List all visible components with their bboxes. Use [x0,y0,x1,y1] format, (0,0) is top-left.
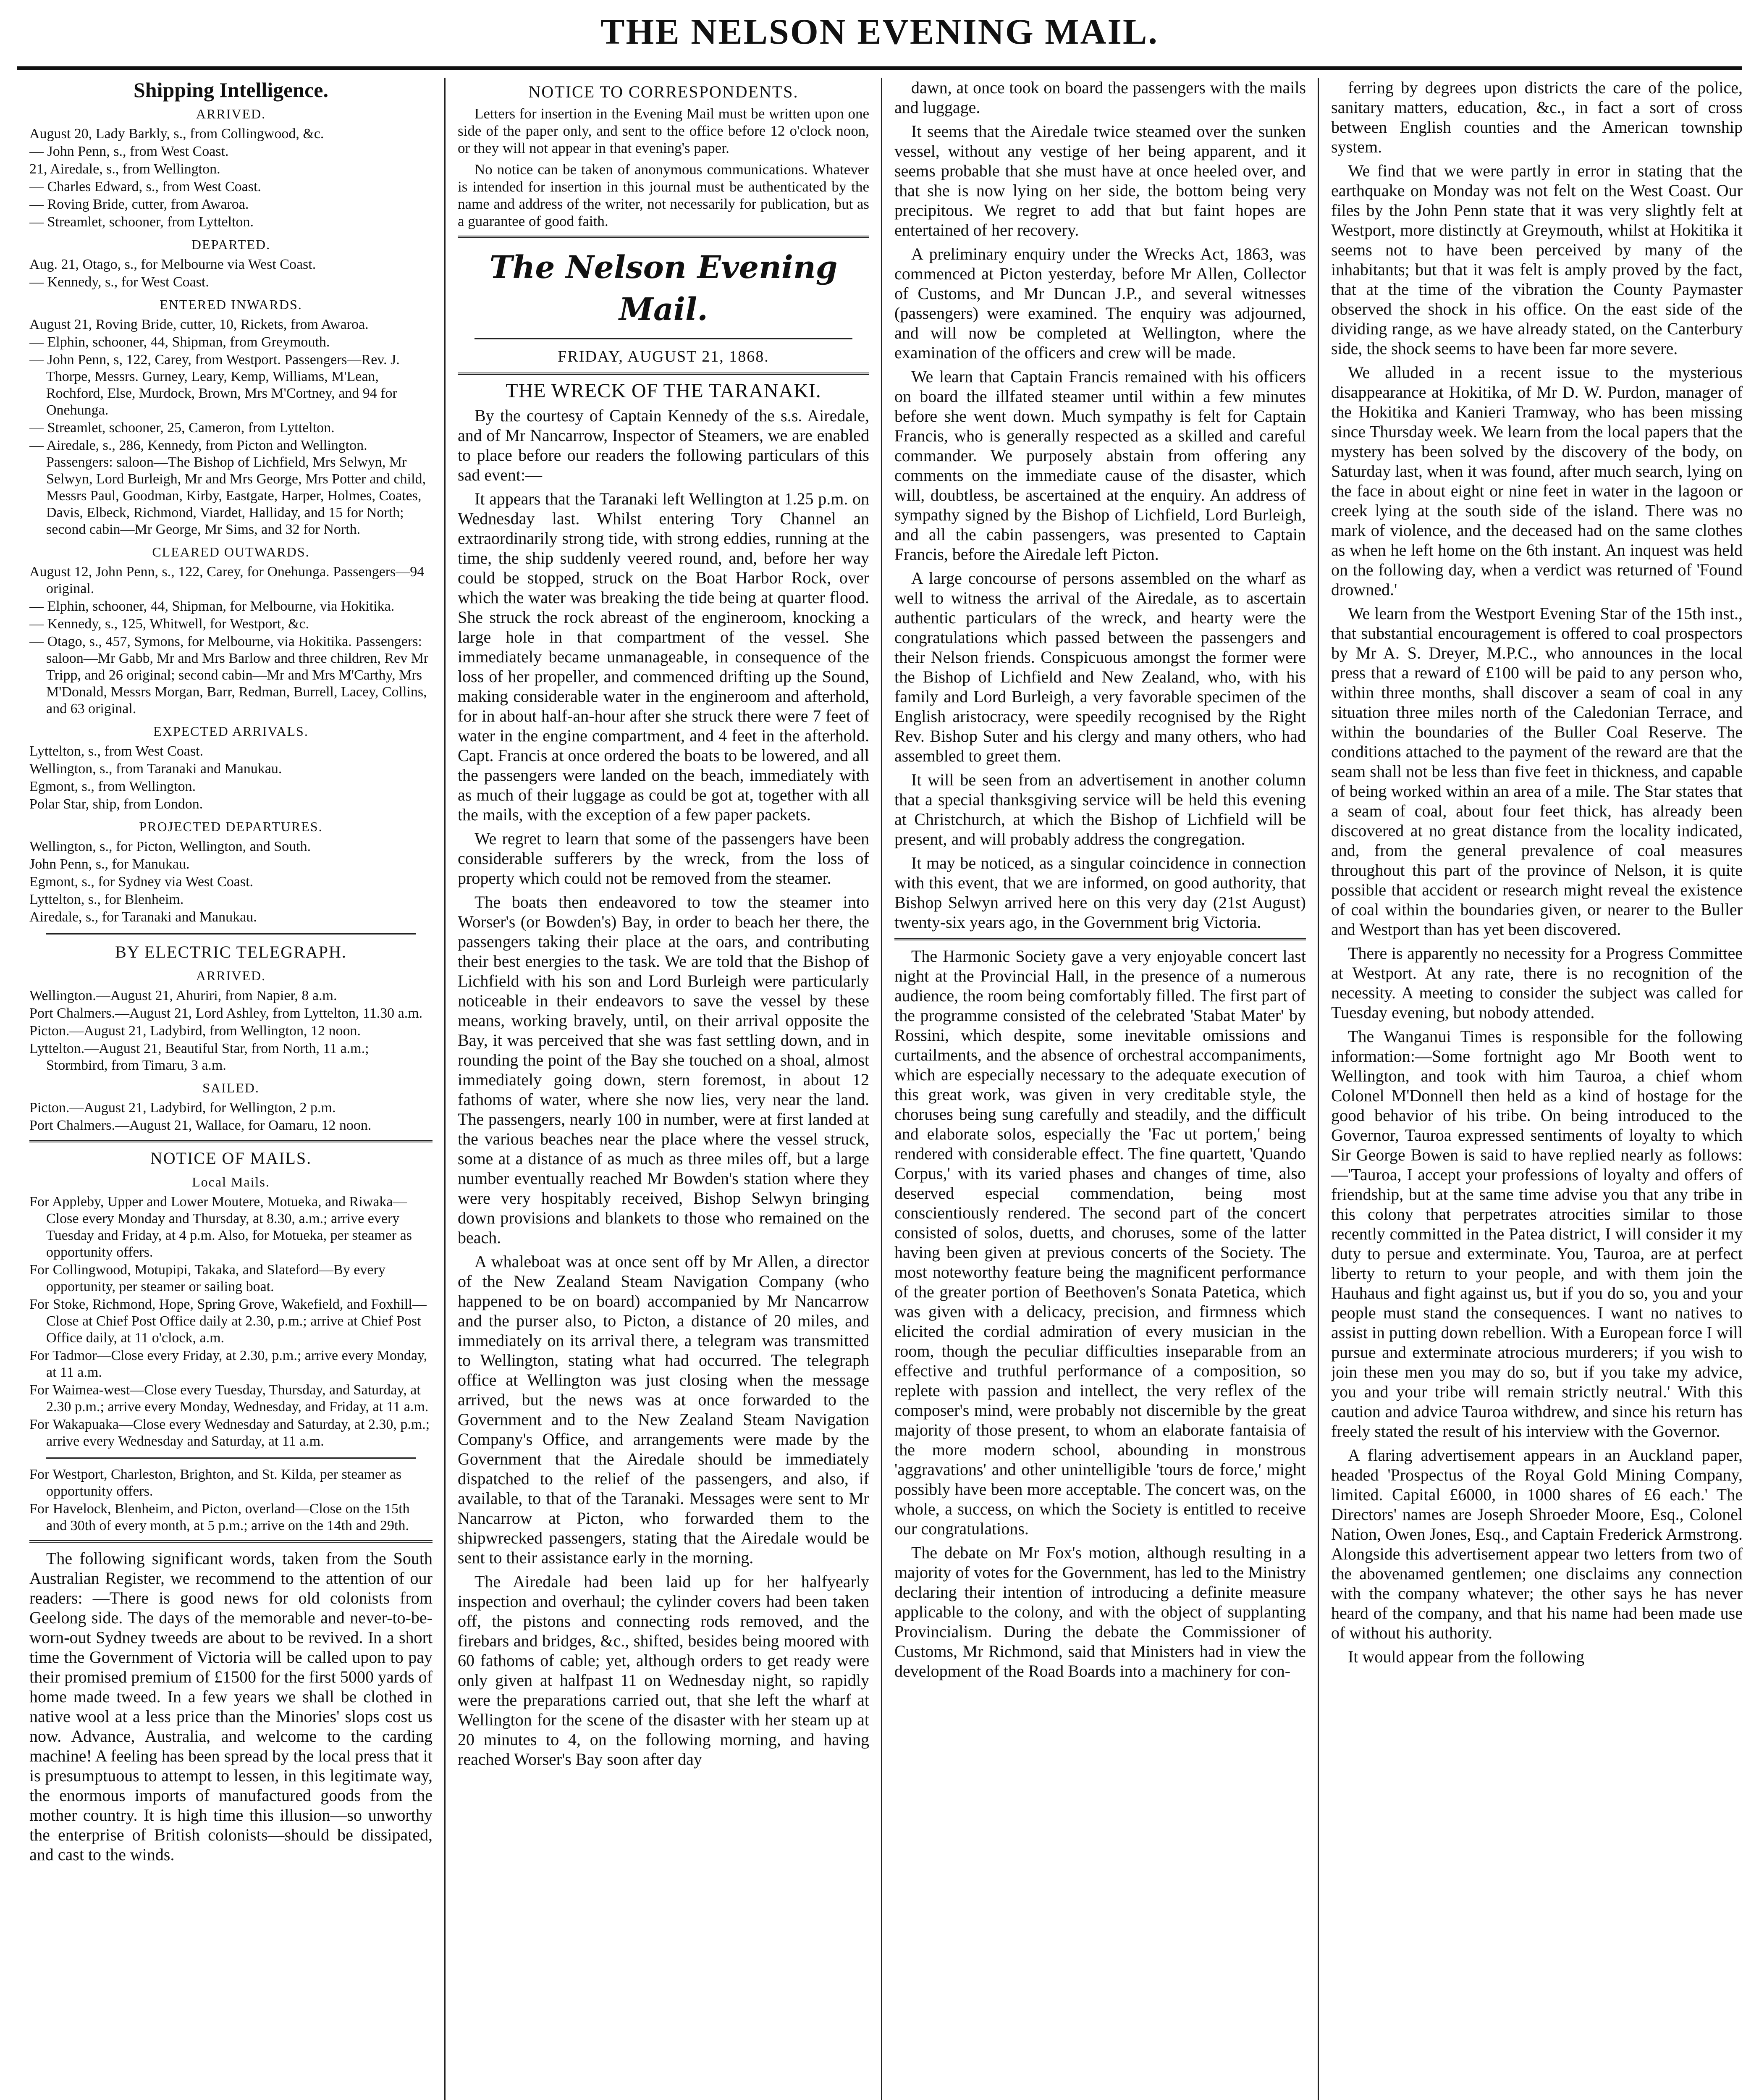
article-body [1331,78,1743,1667]
shipping-title: Shipping Intelligence. [134,78,328,102]
article-paragraph: The following significant words, taken from the South Australian Register, we recommend to the attention of our readers: —There is good news for old colonists from Geelong side. The days of the memorable and never-to-be-worn-out Sydney tweeds are about to be revived. In a short time the Government of Victoria will be called upon to pay their promised premium of £1500 for the first 5000 yards of home made tweed. In a few years we shall be clothed in native wool at a less price than the Minories' slops cost us now. Advance, Australia, and welcome to the carding machine! A feeling has been spread by the local press that it is presumptuous to attempt to lessen, in this legitimate way, the enormous imports of manufactured goods from the mother country. It is high time this illusion—so unworthy the enterprise of British colonists—should be dissipated, and cast to the winds. [29,1549,433,1864]
shipping-entry: Lyttelton, s., from West Coast. [29,743,204,759]
shipping-entry: — Roving Bride, cutter, from Awaroa. [29,197,249,212]
article-paragraph: We alluded in a recent issue to the mysterious disappearance at Hokitika, of Mr D. W. Purdon, manager of the Hokitika and Kanieri Tramway, who has been missing since Thursday week. We learn from the local papers that the mystery has been solved by the discovery of the body, on Saturday last, when it was found, after much search, lying on the face in about eight or nine feet in water in the lagoon or creek lying at the south side of the island. There was no mark of violence, and the deceased had on the same clothes as when he left home on the 6th instant. An inquest was held on the following day, when a verdict was returned of 'Found drowned.' [1331,363,1743,599]
notice-paragraph: Letters for insertion in the Evening Mail must be written upon one side of the paper only, and sent to the office before 12 o'clock noon, or they will not appear in that evening's paper. [458,105,869,156]
article-paragraph: A large concourse of persons assembled on the wharf as well to witness the arrival of the Airedale, as to ascertain authentic particulars of the wreck, and hearty were the congratulations which passed between the passengers and their Nelson friends. Conspicuous amongst the former were the Bishop of Lichfield and New Zealand, who, with his family and Lord Burleigh, a very favorable specimen of the English aristocracy, were speedily recognised by the Right Rev. Bishop Suter and his clergy and many others, who had assembled to greet them. [894,569,1306,765]
column-divider [881,78,882,2100]
article-paragraph: By the courtesy of Captain Kennedy of the s.s. Airedale, and of Mr Nancarrow, Inspector of Steamers, we are enabled to place before our readers the following particulars of this sad event:— [458,406,869,484]
shipping-entry: — John Penn, s., from West Coast. [29,144,229,159]
separator [458,373,869,375]
shipping-entry: — Otago, s., 457, Symons, for Melbourne, via Hokitika. Passengers: saloon—Mr Gabb, Mr and Mrs Barlow and three children, Rev Mr Tripp, and 26 original; second cabin—Mr and Mrs M'Carthy, Mrs M'Donald, Messrs Morgan, Barr, Redman, Burrell, Lacey, Collins, and 63 original. [29,634,429,717]
shipping-entry: 21, Airedale, s., from Wellington. [29,161,220,177]
shipping-entry: — Streamlet, schooner, 25, Cameron, from Lyttelton. [29,420,335,436]
notice-paragraph: No notice can be taken of anonymous communications. Whatever is intended for insertion in this journal must be authenticated by the name and address of the writer, not necessarily for publication, but as a guarantee of good faith. [458,161,869,229]
shipping-entry: Egmont, s., for Sydney via West Coast. [29,874,254,890]
article-paragraph: It appears that the Taranaki left Wellington at 1.25 p.m. on Wednesday last. Whilst entering Tory Channel an extraordinarily strong tide, with strong eddies, running at the time, the ship suddenly veered round, and, before her way could be stopped, struck on the Boat Harbor Rock, over which the water was breaking the tide being at quarter flood. She struck the rock abreast of the engineroom, knocking a large hole in that compartment of the vessel. She immediately became unmanageable, in consequence of the loss of her propeller, and commenced drifting up the Sound, making considerable water in the engineroom and afterhold, for in about half-an-hour after she struck there were 7 feet of water in the engine compartment, and 4 feet in the afterhold. Capt. Francis at once ordered the boats to be lowered, and all the passengers were landed on the beach, immediately with as much of their luggage as could be got at, together with all the mails, with the exception of a few paper packets. [458,489,869,824]
article-paragraph: A preliminary enquiry under the Wrecks Act, 1863, was commenced at Picton yesterday, before Mr Allen, Collector of Customs, and Mr Duncan J.P., and several witnesses (passengers) were examined. The enquiry was adjourned, and will now be completed at Wellington, where the examination of the officers and crew will be made. [894,244,1306,362]
mail-entry: For Waimea-west—Close every Tuesday, Thursday, and Saturday, at 2.30 p.m.; arrive every Monday, Wednesday, and Friday, at 11 a.m. [29,1382,429,1415]
shipping-entry: — Kennedy, s., for West Coast. [29,274,209,290]
mails-title: NOTICE OF MAILS. [150,1149,312,1168]
article-paragraph: We find that we were partly in error in stating that the earthquake on Monday was not felt on the West Coast. Our files by the John Penn state that it was very slightly felt at Westport, more distinctly at Greymouth, whilst at Hokitika it seems not to have been perceived by many of the inhabitants; but that it was felt is amply proved by the fact, that at the time of the vibration the County Paymaster observed the shock in his office. On the east side of the dividing range, as we have already stated, on the Canterbury side, the shock seems to have been far more severe. [1331,161,1743,358]
mail-entry: For Westport, Charleston, Brighton, and St. Kilda, per steamer as opportunity offers. [29,1467,402,1499]
article-paragraph: The boats then endeavored to tow the steamer into Worser's (or Bowden's) Bay, in order to beach her there, the passengers taking their place at the oars, and contributing their best energies to the task. We are told that the Bishop of Lichfield with his son and Lord Burleigh were particularly noticeable in their endeavors to save the vessel by these means, working bravely, until, on their arrival opposite the Bay, it was perceived that she was fast settling down, and in rounding the point of the Bay she touched on a shoal, almost immediately going down, stern foremost, in about 12 fathoms of water, where she now lies, very near the land. The passengers, nearly 100 in number, were at first landed at the various beaches near the place where the vessel struck, some at a distance of as much as three miles off, but a large number eventually reached Mr Bowden's station where they were very hospitably received, Bishop Selwyn bringing down provisions and blankets to those who remained on the beach. [458,892,869,1247]
shipping-entry: Wellington, s., from Taranaki and Manukau. [29,761,282,777]
shipping-entry: — Charles Edward, s., from West Coast. [29,179,261,194]
shipping-entry: — Kennedy, s., 125, Whitwell, for Westport, &c. [29,616,309,632]
separator [46,1457,416,1459]
separator [458,236,869,238]
column-divider [1318,78,1319,2100]
mails-list-2 [29,1466,433,1534]
paper-name: The Nelson Evening Mail. [489,249,838,328]
shipping-entry: Aug. 21, Otago, s., for Melbourne via West Coast. [29,257,316,272]
shipping-entry: — Elphin, schooner, 44, Shipman, from Greymouth. [29,334,330,350]
article-body [894,946,1306,1681]
projected-list [29,838,433,926]
column-divider [444,78,446,2100]
mail-entry: For Appleby, Upper and Lower Moutere, Motueka, and Riwaka—Close every Monday and Thursday, at 8.30, a.m.; arrive every Tuesday and Friday, at 4 p.m. Also, for Motueka, per steamer as opportunity offers. [29,1194,412,1260]
masthead-title: THE NELSON EVENING MAIL. [600,11,1159,52]
mail-entry: For Tadmor—Close every Friday, at 2.30, p.m.; arrive every Monday, at 11 a.m. [29,1348,427,1380]
article-paragraph: We learn that Captain Francis remained with his officers on board the illfated steamer until within a few minutes before she went down. Much sympathy is felt for Captain Francis, who is generally respected as a skilled and careful commander. We purposely abstain from offering any comments on the immediate cause of the disaster, which will, doubtless, be ascertained at the enquiry. An address of sympathy signed by the Bishop of Lichfield, Lord Burleigh, and all the cabin passengers, was presented to Captain Francis, before the Airedale left Picton. [894,367,1306,564]
article-paragraph: We learn from the Westport Evening Star of the 15th inst., that substantial encouragement is offered to coal prospectors by Mr A. S. Dreyer, M.P.C., who announces in the local press that a reward of £100 will be paid to any person who, within three months, shall discover a seam of coal in any situation three miles north of the Caledonian Terrace, and within the boundaries of the Buller Coal Reserve. The conditions attached to the payment of the reward are that the seam shall not be less than five feet in thickness, and capable of being worked within an area of a mile. The Star states that a seam of coal, about four feet thick, has already been discovered at no great distance from the locality indicated, and, from the general prevalence of coal measures throughout this part of the province of Nelson, it is quite possible that accident or research might reveal the existence of coal within the boundaries given, or nearer to the Buller and Westport than has yet been discovered. [1331,604,1743,939]
shipping-entry: August 20, Lady Barkly, s., from Collingwood, &c. [29,126,324,142]
entered-heading: ENTERED INWARDS. [160,297,302,312]
masthead [0,0,1759,63]
notice-title: NOTICE TO CORRESPONDENTS. [528,82,799,101]
shipping-entry: John Penn, s., for Manukau. [29,856,190,872]
shipping-entry: — Airedale, s., 286, Kennedy, from Picton and Wellington. Passengers: saloon—The Bishop of Lichfield, Mrs Selwyn, Mr Selwyn, Lord Burleigh, Mr and Mrs George, Mrs Potter and child, Messrs Paul, Goodman, Kirby, Eastgate, Harper, Holmes, Coates, Davis, Elbeck, Richmond, Viardet, Halliday, and 15 for North; second cabin—Mr George, Mr Sims, and 32 for North. [29,438,426,537]
column-1 [29,78,433,2100]
article-paragraph: We regret to learn that some of the passengers have been considerable sufferers by the wreck, from the loss of property which could not be removed from the steamer. [458,829,869,887]
article-paragraph: It will be seen from an advertisement in another column that a special thanksgiving service will be held this evening at Christchurch, at which the Bishop of Lichfield will be present, and will probably address the congregation. [894,770,1306,848]
shipping-entry: Wellington, s., for Picton, Wellington, and South. [29,839,311,854]
article-paragraph: The Airedale had been laid up for her halfyearly inspection and overhaul; the cylinder covers had been taken off, the pistons and connecting rods removed, and the firebars and bridges, &c., shifted, besides being moored with 60 fathoms of cable; yet, although orders to get ready were only given at halfpast 11 on Wednesday night, so rapidly were the preparations carried out, that she left the wharf at Wellington for the scene of the disaster with her steam up at 20 minutes to 4, on the following morning, and having reached Worser's Bay soon after day [458,1572,869,1769]
separator [46,933,416,934]
separator [29,1140,433,1142]
article-paragraph: There is apparently no necessity for a Progress Committee at Westport. At any rate, there is no recognition of the necessity. A meeting to consider the subject was called for Tuesday evening, but nobody attended. [1331,944,1743,1022]
shipping-entry: — Streamlet, schooner, from Lyttelton. [29,214,254,230]
article-paragraph: It seems that the Airedale twice steamed over the sunken vessel, without any vestige of her being apparent, and it seems probable that she must have at once heeled over, and that she is now lying on her side, the bottom being very precipitous. We regret to add that but faint hopes are entertained of her recovery. [894,122,1306,239]
tel-sailed-heading: SAILED. [202,1080,260,1095]
article-paragraph: dawn, at once took on board the passengers with the mails and luggage. [894,78,1306,117]
separator [29,1540,433,1543]
tel-arrived-list [29,987,433,1074]
article-paragraph: It may be noticed, as a singular coincidence in connection with this event, that we are informed, on good authority, that Bishop Selwyn arrived here on this very day (21st August) twenty-six years ago, in the Government brig Victoria. [894,853,1306,932]
separator [474,338,852,339]
mail-entry: For Havelock, Blenheim, and Picton, overland—Close on the 15th and 30th of every month, at 5 p.m.; arrive on the 14th and 29th. [29,1501,410,1533]
projected-heading: PROJECTED DEPARTURES. [139,819,323,834]
mail-entry: For Stoke, Richmond, Hope, Spring Grove, Wakefield, and Foxhill—Close at Chief Post Office daily at 2.30, p.m.; arrive at Chief Post Office daily, at 11 o'clock, a.m. [29,1297,427,1346]
arrived-list [29,126,433,231]
article-paragraph: The Wanganui Times is responsible for the following information:—Some fortnight ago Mr Booth went to Wellington, and took with him Tauroa, a chief whom Colonel M'Donnell then held as a kind of hostage for the good behavior of his tribe. On being introduced to the Governor, Tauroa expressed sentiments of loyalty to which Sir George Bowen is said to have replied nearly as follows:—'Tauroa, I accept your professions of loyalty and offers of friendship, but at the same time advise you that any tribe in this colony that perpetrates atrocities similar to those recently committed in the Patea district, I will consider it my duty to persue and exterminate. You, Tauroa, are at perfect liberty to return to your people, and with them join the Hauhaus and fight against us, but if you do so, you and your people must stand the consequences. I want no natives to assist in putting down rebellion. With a European force I will pursue and exterminate atrocious murderers; if you wish to join these men you may do so, but if you take my advice, you and your tribe will remain strictly neutral.' With this caution and advice Tauroa withdrew, and since his return has freely stated the result of his interview with the Governor. [1331,1027,1743,1441]
departed-list [29,256,433,291]
shipping-entry: August 21, Roving Bride, cutter, 10, Rickets, from Awaroa. [29,317,369,332]
mails-subtitle: Local Mails. [192,1174,270,1189]
shipping-entry: Polar Star, ship, from London. [29,796,203,812]
arrived-heading: ARRIVED. [196,106,266,121]
article-body [458,406,869,1769]
article-paragraph: It would appear from the following [1348,1647,1585,1666]
dateline: FRIDAY, AUGUST 21, 1868. [558,348,769,365]
article-paragraph: A flaring advertisement appears in an Auckland paper, headed 'Prospectus of the Royal Gold Mining Company, limited. Capital £6000, in 1000 shares of £6 each.' The Directors' names are Joseph Shroeder Moore, Esq., Colonel Nation, Owen Jones, Esq., and Captain Frederick Armstrong. Alongside this advertisement appear two letters from two of the abovenamed gentlemen; one disclaims any connection with the company whatever; the other says he has never heard of the company, and that his name had been made use of without his authority. [1331,1446,1743,1642]
tel-arrived-heading: ARRIVED. [196,968,266,983]
article-headline: THE WRECK OF THE TARANAKI. [506,380,821,402]
shipping-entry: Airedale, s., for Taranaki and Manukau. [29,909,257,925]
telegraph-entry: Port Chalmers.—August 21, Lord Ashley, from Lyttelton, 11.30 a.m. [29,1005,423,1021]
telegraph-entry: Lyttelton.—August 21, Beautiful Star, from North, 11 a.m.; Stormbird, from Timaru, 3 a.m. [29,1041,369,1073]
expected-heading: EXPECTED ARRIVALS. [153,724,309,739]
shipping-entry: Lyttelton, s., for Blenheim. [29,892,184,907]
separator [894,938,1306,940]
shipping-entry: Egmont, s., from Wellington. [29,779,196,794]
article-body [894,78,1306,932]
telegraph-entry: Picton.—August 21, Ladybird, for Wellington, 2 p.m. [29,1100,336,1116]
telegraph-entry: Picton.—August 21, Ladybird, from Wellington, 12 noon. [29,1023,361,1039]
article-paragraph: ferring by degrees upon districts the care of the police, sanitary matters, education, &c., in fact a sort of cross between English counties and the American township system. [1331,78,1743,156]
expected-list [29,743,433,813]
article-paragraph: The debate on Mr Fox's motion, although resulting in a majority of votes for the Government, has led to the Ministry declaring their intention of introducing a definite measure applicable to the colony, and with the object of supplanting Provincialism. During the debate the Commissioner of Customs, Mr Richmond, said that Ministers had in view the development of the Road Boards into a machinery for con- [894,1543,1306,1680]
mails-list [29,1194,433,1450]
tel-sailed-list [29,1100,433,1134]
shipping-entry: — Elphin, schooner, 44, Shipman, for Melbourne, via Hokitika. [29,598,395,614]
telegraph-entry: Wellington.—August 21, Ahuriri, from Napier, 8 a.m. [29,988,337,1003]
shipping-entry: — John Penn, s, 122, Carey, from Westport. Passengers—Rev. J. Thorpe, Messrs. Gurney, Leary, Kemp, Williams, M'Lean, Rochford, Else, Murdock, Brown, Mrs M'Cortney, and 94 for Onehunga. [29,352,400,418]
cleared-heading: CLEARED OUTWARDS. [152,544,310,559]
cleared-list [29,564,433,717]
mail-entry: For Wakapuaka—Close every Wednesday and Saturday, at 2.30, p.m.; arrive every Wednesday and Saturday, at 11 a.m. [29,1417,430,1449]
article-paragraph: A whaleboat was at once sent off by Mr Allen, a director of the New Zealand Steam Navigation Company (who happened to be on board) accompanied by Mr Nancarrow and the purser also, to Picton, a distance of 20 miles, and immediately on its arrival there, a telegram was transmitted to Wellington, stating what had occurred. The telegraph office at Wellington was just closing when the message arrived, but the news was at once forwarded to the Government and to the New Zealand Steam Navigation Company's Office, and arrangements were made by the Government that the Airedale should be immediately dispatched to the relief of the passengers, and also, if available, to that of the Taranaki. Messages were sent to Mr Nancarrow at Picton, who forwarded them to the shipwrecked passengers, stating that the Airedale would be sent to their assistance early in the morning. [458,1252,869,1567]
masthead-rule [17,66,1742,70]
column-2 [458,78,869,2100]
telegraph-entry: Port Chalmers.—August 21, Wallace, for Oamaru, 12 noon. [29,1118,372,1133]
column-4 [1331,78,1743,2100]
departed-heading: DEPARTED. [191,237,271,252]
telegraph-title: BY ELECTRIC TELEGRAPH. [115,942,347,961]
shipping-entry: August 12, John Penn, s., 122, Carey, for Onehunga. Passengers—94 original. [29,564,425,596]
article-paragraph: The Harmonic Society gave a very enjoyable concert last night at the Provincial Hall, in the presence of a numerous audience, the room being comfortably filled. The first part of the programme consisted of the celebrated 'Stabat Mater' by Rossini, which despite, some inevitable omissions and curtailments, and the absence of orchestral accompaniments, which are especially necessary to the adequate execution of this great work, was given in very creditable style, the choruses being sung carefully and steadily, and the difficult and elaborate solos, especially the 'Fac ut portem,' being rendered with considerable effect. The fine quartett, 'Quando Corpus,' with its varied phases and changes of time, also deserved especial commendation, being most conscientiously rendered. The second part of the concert consisted of solos, duetts, and choruses, some of the latter having been given at previous concerts of the Society. The most noteworthy feature being the magnificent performance of the greater portion of Beethoven's Sonata Patetica, which was given with a delicacy, precision, and firmness which elicited the cordial admiration of every musician in the room, though the peculiar difficulties inseparable from an effective and truthful performance of a composition, so replete with passion and intellect, the very reflex of the composer's mind, were probably not discernible by the great majority of those present, to whom an elaborate fantaisia of the more modern school, abounding in monstrous 'aggravations' and other unintelligible 'tours de force,' might possibly have been more acceptable. The concert was, on the whole, a success, on which the Society is entitled to receive our congratulations. [894,947,1306,1538]
mail-entry: For Collingwood, Motupipi, Takaka, and Slateford—By every opportunity, per steamer or sailing boat. [29,1262,385,1294]
entered-list [29,316,433,538]
column-3 [894,78,1306,2100]
